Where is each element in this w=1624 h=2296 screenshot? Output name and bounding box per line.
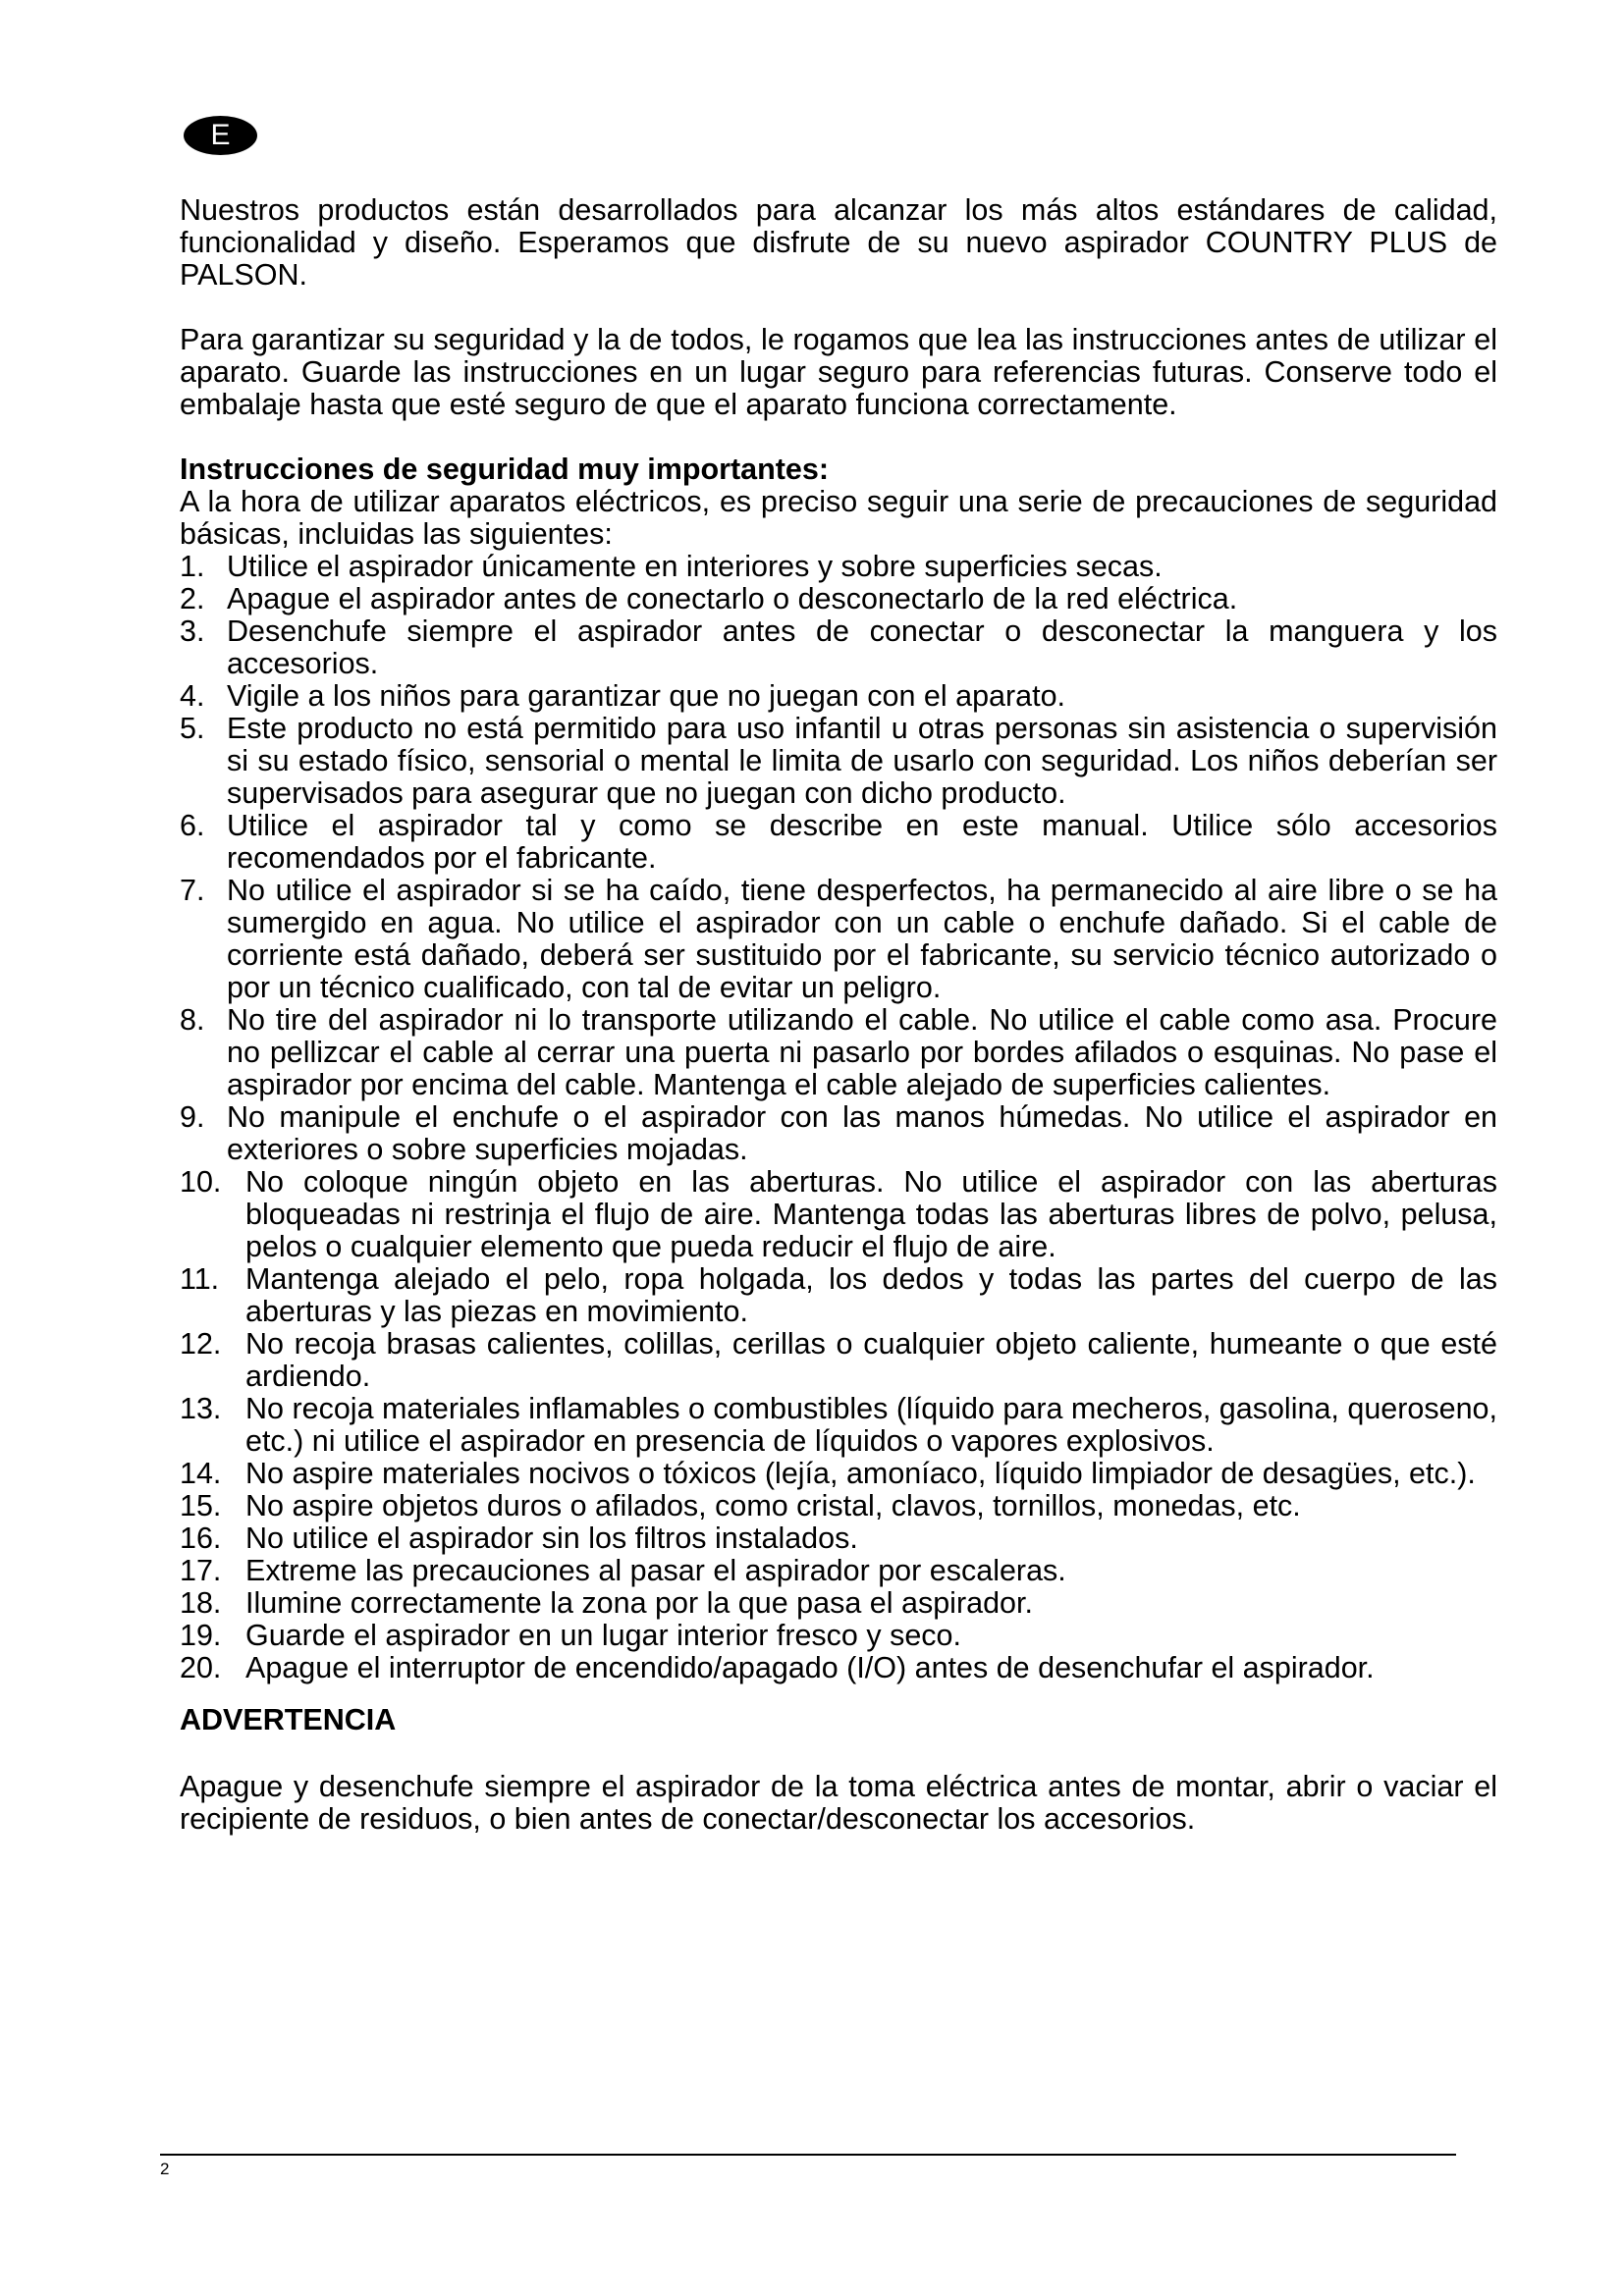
list-item	[180, 1263, 1497, 1328]
list-item	[180, 1328, 1497, 1393]
item-text: Guarde el aspirador en un lugar interior fresco y seco.	[245, 1619, 961, 1652]
item-text: Extreme las precauciones al pasar el aspirador por escaleras.	[245, 1554, 1066, 1587]
item-text: Utilice el aspirador tal y como se describe en este manual. Utilice sólo accesorios recomendados por el fabricante.	[227, 809, 1497, 875]
list-item	[180, 875, 1497, 1004]
list-item	[180, 713, 1497, 810]
list-item	[180, 1101, 1497, 1166]
item-text: No recoja brasas calientes, colillas, cerillas o cualquier objeto caliente, humeante o que esté ardiendo.	[245, 1327, 1497, 1393]
page-number: 2	[160, 2160, 170, 2178]
page-content	[180, 194, 1497, 1836]
item-text: Este producto no está permitido para uso infantil u otras personas sin asistencia o supervisión si su estado físico, sensorial o mental le limita de usarlo con seguridad. Los niños deberían ser supervisados para asegurar que no juegan con dicho producto.	[227, 712, 1497, 810]
language-badge: E	[184, 116, 257, 155]
list-item	[180, 810, 1497, 875]
item-text: No manipule el enchufe o el aspirador con las manos húmedas. No utilice el aspirador en exteriores o sobre superficies mojadas.	[227, 1100, 1497, 1166]
list-item	[180, 1004, 1497, 1101]
item-number: 7.	[180, 874, 205, 907]
item-number: 15.	[180, 1489, 222, 1522]
item-text: Ilumine correctamente la zona por la que pasa el aspirador.	[245, 1586, 1033, 1620]
list-item	[180, 1587, 1497, 1620]
item-text: Utilice el aspirador únicamente en interiores y sobre superficies secas.	[227, 550, 1163, 583]
safety-lead: A la hora de utilizar aparatos eléctricos, es preciso seguir una serie de precauciones de seguridad básicas, incluidas las siguientes:	[180, 485, 1497, 551]
item-text: No aspire materiales nocivos o tóxicos (lejía, amoníaco, líquido limpiador de desagües, etc.).	[245, 1457, 1476, 1490]
safety-title: Instrucciones de seguridad muy importantes:	[180, 453, 829, 486]
item-number: 14.	[180, 1457, 222, 1490]
item-text: Vigile a los niños para garantizar que no juegan con el aparato.	[227, 679, 1066, 713]
item-text: Apague el aspirador antes de conectarlo o desconectarlo de la red eléctrica.	[227, 582, 1238, 615]
item-text: Desenchufe siempre el aspirador antes de conectar o desconectar la manguera y los accesorios.	[227, 614, 1497, 680]
item-number: 9.	[180, 1100, 205, 1134]
item-text: No aspire objetos duros o afilados, como cristal, clavos, tornillos, monedas, etc.	[245, 1489, 1301, 1522]
list-item	[180, 1620, 1497, 1652]
item-number: 10.	[180, 1165, 222, 1199]
item-text: No utilice el aspirador si se ha caído, tiene desperfectos, ha permanecido al aire libre o se ha sumergido en agua. No utilice el aspirador con un cable o enchufe dañado. Si el cable de corriente está dañado, deberá ser sustituido por el fabricante, su servicio técnico autorizado o por un técnico cualificado, con tal de evitar un peligro.	[227, 874, 1497, 1004]
item-number: 12.	[180, 1327, 222, 1361]
item-number: 17.	[180, 1554, 222, 1587]
list-item	[180, 615, 1497, 680]
list-item	[180, 1393, 1497, 1458]
warning-text: Apague y desenchufe siempre el aspirador de la toma eléctrica antes de montar, abrir o vaciar el recipiente de residuos, o bien antes de conectar/desconectar los accesorios.	[180, 1770, 1497, 1836]
list-item	[180, 1166, 1497, 1263]
item-number: 6.	[180, 809, 205, 842]
safety-instructions-list	[180, 551, 1497, 1684]
list-item	[180, 583, 1497, 615]
item-number: 20.	[180, 1651, 222, 1684]
list-item	[180, 551, 1497, 583]
list-item	[180, 680, 1497, 713]
item-number: 2.	[180, 582, 205, 615]
footer-divider	[160, 2154, 1456, 2156]
list-item	[180, 1522, 1497, 1555]
item-number: 4.	[180, 679, 205, 713]
item-text: Mantenga alejado el pelo, ropa holgada, los dedos y todas las partes del cuerpo de las aberturas y las piezas en movimiento.	[245, 1262, 1497, 1328]
warning-title: ADVERTENCIA	[180, 1703, 397, 1736]
item-number: 13.	[180, 1392, 222, 1425]
list-item	[180, 1555, 1497, 1587]
item-number: 19.	[180, 1619, 222, 1652]
item-number: 5.	[180, 712, 205, 745]
item-number: 11.	[180, 1262, 220, 1296]
list-item	[180, 1652, 1497, 1684]
intro-paragraph-1: Nuestros productos están desarrollados para alcanzar los más altos estándares de calidad, funcionalidad y diseño. Esperamos que disfrute de su nuevo aspirador COUNTRY PLUS de PALSON.	[180, 193, 1497, 292]
item-text: Apague el interruptor de encendido/apagado (I/O) antes de desenchufar el aspirador.	[245, 1651, 1375, 1684]
item-number: 8.	[180, 1003, 205, 1037]
list-item	[180, 1490, 1497, 1522]
item-text: No tire del aspirador ni lo transporte utilizando el cable. No utilice el cable como asa. Procure no pellizcar el cable al cerrar una puerta ni pasarlo por bordes afilados o esquinas. No pase el aspirador por encima del cable. Mantenga el cable alejado de superficies calientes.	[227, 1003, 1497, 1101]
intro-paragraph-2: Para garantizar su seguridad y la de todos, le rogamos que lea las instrucciones antes de utilizar el aparato. Guarde las instrucciones en un lugar seguro para referencias futuras. Conserve todo el embalaje hasta que esté seguro de que el aparato funciona correctamente.	[180, 323, 1497, 421]
list-item	[180, 1458, 1497, 1490]
item-text: No coloque ningún objeto en las aberturas. No utilice el aspirador con las aberturas bloqueadas ni restrinja el flujo de aire. Mantenga todas las aberturas libres de polvo, pelusa, pelos o cualquier elemento que pueda reducir el flujo de aire.	[245, 1165, 1497, 1263]
item-number: 3.	[180, 614, 205, 648]
item-text: No recoja materiales inflamables o combustibles (líquido para mecheros, gasolina, queroseno, etc.) ni utilice el aspirador en presencia de líquidos o vapores explosivos.	[245, 1392, 1497, 1458]
item-number: 1.	[180, 550, 205, 583]
item-number: 16.	[180, 1522, 222, 1555]
item-number: 18.	[180, 1586, 222, 1620]
item-text: No utilice el aspirador sin los filtros instalados.	[245, 1522, 858, 1555]
